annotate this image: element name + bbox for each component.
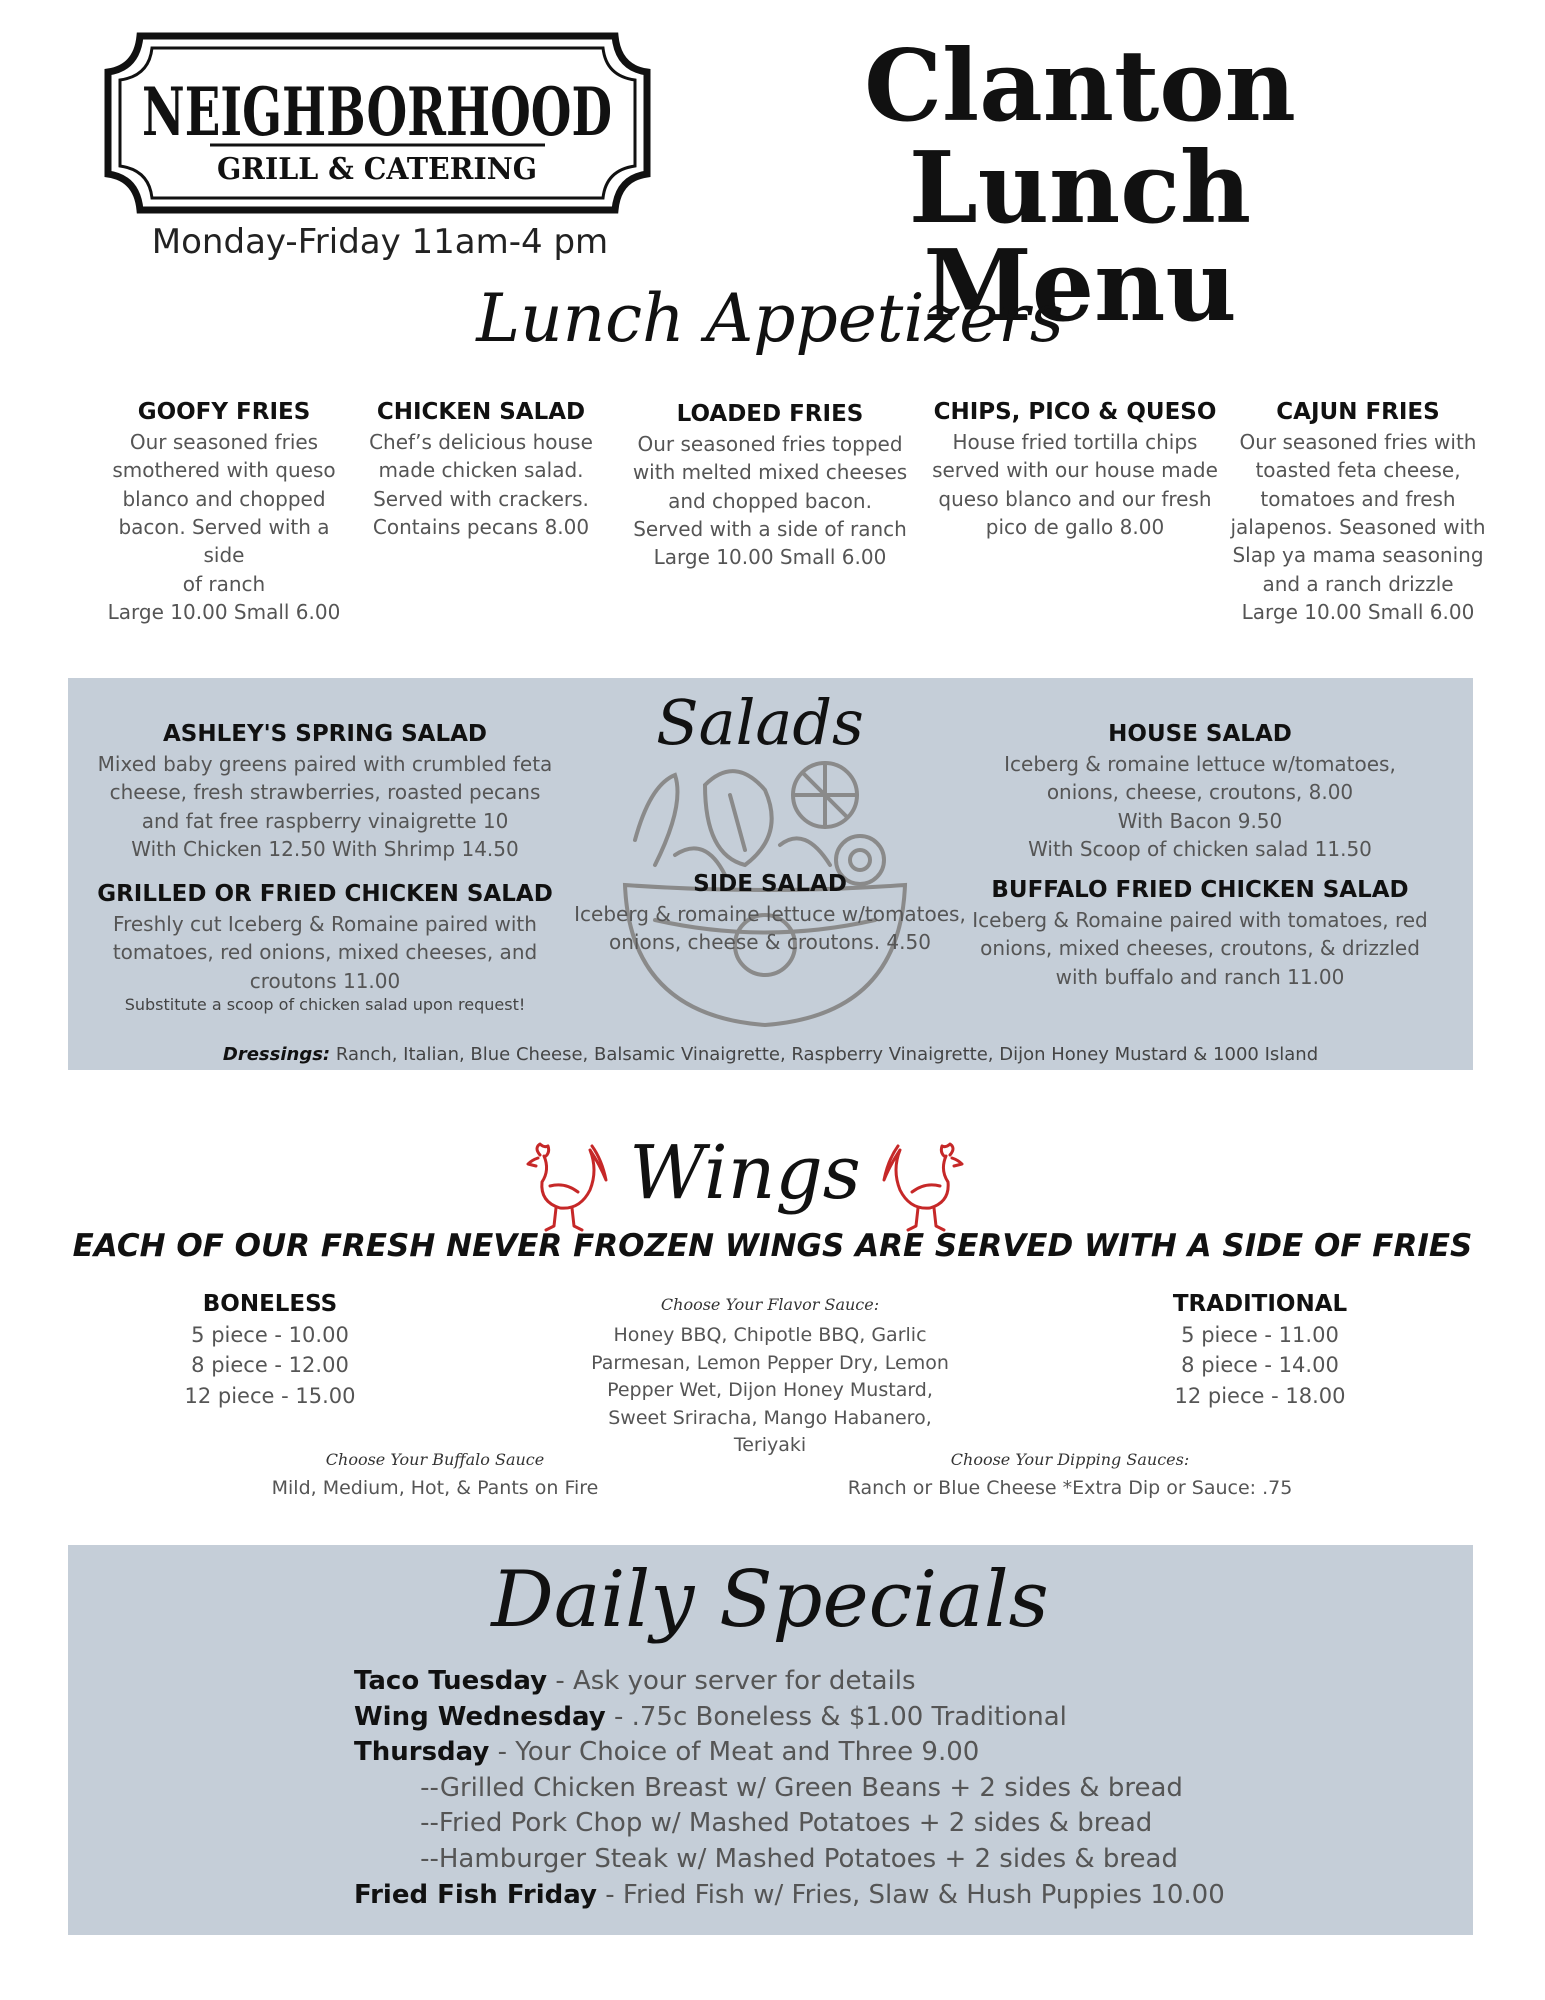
appetizer-chicken-salad bbox=[362, 398, 600, 541]
special-day: Taco Tuesday bbox=[354, 1666, 548, 1696]
buffalo-sauce-list: Mild, Medium, Hot, & Pants on Fire bbox=[271, 1477, 599, 1499]
daily-specials-heading: Daily Specials bbox=[491, 1555, 1049, 1645]
appetizer-name: CHIPS, PICO & QUESO bbox=[933, 399, 1217, 425]
daily-specials-list bbox=[354, 1664, 1454, 1913]
special-detail: --Grilled Chicken Breast w/ Green Beans + 2 sides & bread bbox=[354, 1772, 1183, 1803]
salad-ashleys-spring bbox=[90, 720, 560, 863]
appetizer-chips-pico-queso bbox=[930, 398, 1220, 541]
dipping-sauce-list: Ranch or Blue Cheese *Extra Dip or Sauce: .75 bbox=[847, 1477, 1293, 1499]
appetizer-name: CAJUN FRIES bbox=[1276, 399, 1440, 425]
appetizer-name: CHICKEN SALAD bbox=[376, 399, 586, 425]
logo-brand: NEIGHBORHOOD bbox=[142, 73, 612, 151]
special-thursday-option bbox=[354, 1842, 1454, 1878]
wings-subheading: EACH OF OUR FRESH NEVER FROZEN WINGS ARE SERVED WITH A SIDE OF FRIES bbox=[72, 1228, 1473, 1264]
appetizer-description: Chef’s delicious house made chicken salad. Served with crackers. Contains pecans 8.00 bbox=[369, 429, 593, 540]
special-taco-tuesday bbox=[354, 1664, 1454, 1700]
salad-name: ASHLEY'S SPRING SALAD bbox=[163, 721, 487, 747]
dressings-label: Dressings: bbox=[222, 1044, 331, 1065]
special-fried-fish-friday bbox=[354, 1878, 1454, 1914]
buffalo-sauce-label: Choose Your Buffalo Sauce bbox=[325, 1450, 545, 1469]
wings-traditional bbox=[1130, 1290, 1390, 1411]
flavor-sauce-list: Honey BBQ, Chipotle BBQ, Garlic Parmesan, Lemon Pepper Dry, Lemon Pepper Wet, Dijon Honey Mustard, Sweet Sriracha, Mango Habanero, Teriyaki bbox=[591, 1324, 949, 1457]
menu-title-location: Clanton bbox=[864, 29, 1296, 144]
business-hours: Monday-Friday 11am-4 pm bbox=[151, 222, 609, 262]
salad-side bbox=[570, 870, 970, 957]
appetizer-description: House fried tortilla chips served with our house made queso blanco and our fresh pico de gallo 8.00 bbox=[932, 429, 1218, 540]
appetizer-description: Our seasoned fries topped with melted mixed cheeses and chopped bacon. Served with a side of ranch Large 10.00 Small 6.00 bbox=[632, 431, 908, 570]
salad-description: Mixed baby greens paired with crumbled feta cheese, fresh strawberries, roasted pecans and fat free raspberry vinaigrette 10 With Chicken 12.50 With Shrimp 14.50 bbox=[97, 751, 553, 862]
salad-description: Iceberg & romaine lettuce w/tomatoes, onions, cheese & croutons. 4.50 bbox=[574, 901, 966, 955]
salad-buffalo-fried-chicken bbox=[960, 876, 1440, 991]
logo-tagline: GRILL & CATERING bbox=[217, 152, 537, 187]
special-thursday bbox=[354, 1735, 1454, 1771]
salad-dressings bbox=[68, 1044, 1473, 1065]
dressings-list: Ranch, Italian, Blue Cheese, Balsamic Vinaigrette, Raspberry Vinaigrette, Dijon Honey Mustard & 1000 Island bbox=[330, 1044, 1319, 1065]
salad-name: GRILLED OR FRIED CHICKEN SALAD bbox=[97, 881, 553, 907]
special-thursday-option bbox=[354, 1806, 1454, 1842]
wings-heading: Wings bbox=[629, 1130, 861, 1216]
wings-prices: 5 piece - 11.00 8 piece - 14.00 12 piece - 18.00 bbox=[1174, 1322, 1346, 1408]
special-detail: - .75c Boneless & $1.00 Traditional bbox=[605, 1701, 1067, 1732]
appetizer-loaded-fries bbox=[625, 400, 915, 572]
appetizer-description: Our seasoned fries with toasted feta cheese, tomatoes and fresh jalapenos. Seasoned with Slap ya mama seasoning and a ranch drizzle Large 10.00 Small 6.00 bbox=[1230, 429, 1486, 625]
special-detail: --Hamburger Steak w/ Mashed Potatoes + 2 sides & bread bbox=[354, 1844, 1178, 1875]
special-wing-wednesday bbox=[354, 1700, 1454, 1736]
appetizer-name: GOOFY FRIES bbox=[137, 399, 311, 425]
special-detail: - Your Choice of Meat and Three 9.00 bbox=[489, 1737, 980, 1768]
salad-description: Iceberg & romaine lettuce w/tomatoes, onions, cheese, croutons, 8.00 With Bacon 9.50 With Scoop of chicken salad 11.50 bbox=[1004, 751, 1396, 862]
special-day: Thursday bbox=[354, 1737, 490, 1768]
appetizer-description: Our seasoned fries smothered with queso blanco and chopped bacon. Served with a side of ranch Large 10.00 Small 6.00 bbox=[107, 429, 341, 625]
dipping-sauce-label: Choose Your Dipping Sauces: bbox=[950, 1450, 1190, 1469]
special-day: Fried Fish Friday bbox=[354, 1879, 597, 1910]
wings-buffalo-sauces bbox=[230, 1450, 640, 1502]
wings-boneless bbox=[150, 1290, 390, 1411]
rooster-icon bbox=[880, 1140, 970, 1235]
salad-grilled-fried-chicken bbox=[90, 880, 560, 1016]
salad-description: Iceberg & Romaine paired with tomatoes, red onions, mixed cheeses, croutons, & drizzled with buffalo and ranch 11.00 bbox=[972, 907, 1428, 989]
wings-prices: 5 piece - 10.00 8 piece - 12.00 12 piece - 15.00 bbox=[184, 1322, 356, 1408]
salad-name: BUFFALO FRIED CHICKEN SALAD bbox=[991, 877, 1409, 903]
salad-description: Freshly cut Iceberg & Romaine paired with tomatoes, red onions, mixed cheeses, and croutons 11.00 bbox=[112, 911, 538, 993]
restaurant-logo bbox=[100, 28, 655, 218]
wings-type-name: TRADITIONAL bbox=[1172, 1291, 1348, 1317]
rooster-icon bbox=[520, 1140, 610, 1235]
menu-title: Lunch Menu bbox=[908, 131, 1252, 344]
special-detail: --Fried Pork Chop w/ Mashed Potatoes + 2 sides & bread bbox=[354, 1808, 1153, 1839]
appetizer-goofy-fries bbox=[98, 398, 350, 627]
salad-note: Substitute a scoop of chicken salad upon request! bbox=[124, 995, 526, 1015]
special-thursday-option bbox=[354, 1771, 1454, 1807]
salads-heading: Salads bbox=[656, 686, 864, 759]
special-detail: - Ask your server for details bbox=[547, 1666, 916, 1696]
special-detail: - Fried Fish w/ Fries, Slaw & Hush Puppies 10.00 bbox=[596, 1879, 1225, 1910]
wings-dipping-sauces bbox=[830, 1450, 1310, 1502]
appetizers-heading: Lunch Appetizers bbox=[476, 280, 1064, 357]
wings-type-name: BONELESS bbox=[202, 1291, 338, 1317]
wings-flavor-sauces bbox=[560, 1295, 980, 1460]
salad-name: SIDE SALAD bbox=[693, 871, 847, 897]
salad-name: HOUSE SALAD bbox=[1108, 721, 1292, 747]
flavor-sauce-label: Choose Your Flavor Sauce: bbox=[660, 1295, 880, 1314]
appetizer-cajun-fries bbox=[1228, 398, 1488, 627]
salad-house bbox=[960, 720, 1440, 863]
appetizer-name: LOADED FRIES bbox=[676, 401, 864, 427]
special-day: Wing Wednesday bbox=[354, 1701, 606, 1732]
